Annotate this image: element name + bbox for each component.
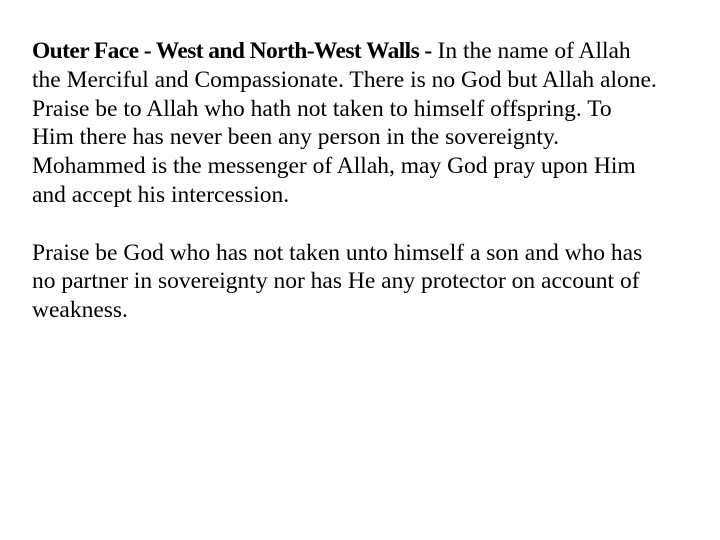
- text-line: Mohammed is the messenger of Allah, may God pray upon Him: [32, 153, 636, 180]
- paragraph-spacer: [32, 210, 712, 239]
- text-line: weakness.: [32, 297, 128, 324]
- text-line: Praise be to Allah who hath not taken to himself offspring. To: [32, 95, 612, 122]
- text-line: the Merciful and Compassionate. There is no God but Allah alone.: [32, 66, 657, 93]
- text-run: In the name of Allah: [431, 38, 631, 64]
- text-line: Him there has never been any person in the sovereignty.: [32, 124, 560, 151]
- paragraph-2: [32, 239, 712, 325]
- document-body: [32, 37, 712, 325]
- text-line: [32, 37, 712, 66]
- section-heading: Outer Face - West and North-West Walls -: [32, 38, 432, 64]
- text-line: Praise be God who has not taken unto himself a son and who has: [32, 239, 643, 266]
- paragraph-1: [32, 37, 712, 210]
- text-line: no partner in sovereignty nor has He any protector on account of: [32, 268, 640, 295]
- text-line: and accept his intercession.: [32, 181, 290, 208]
